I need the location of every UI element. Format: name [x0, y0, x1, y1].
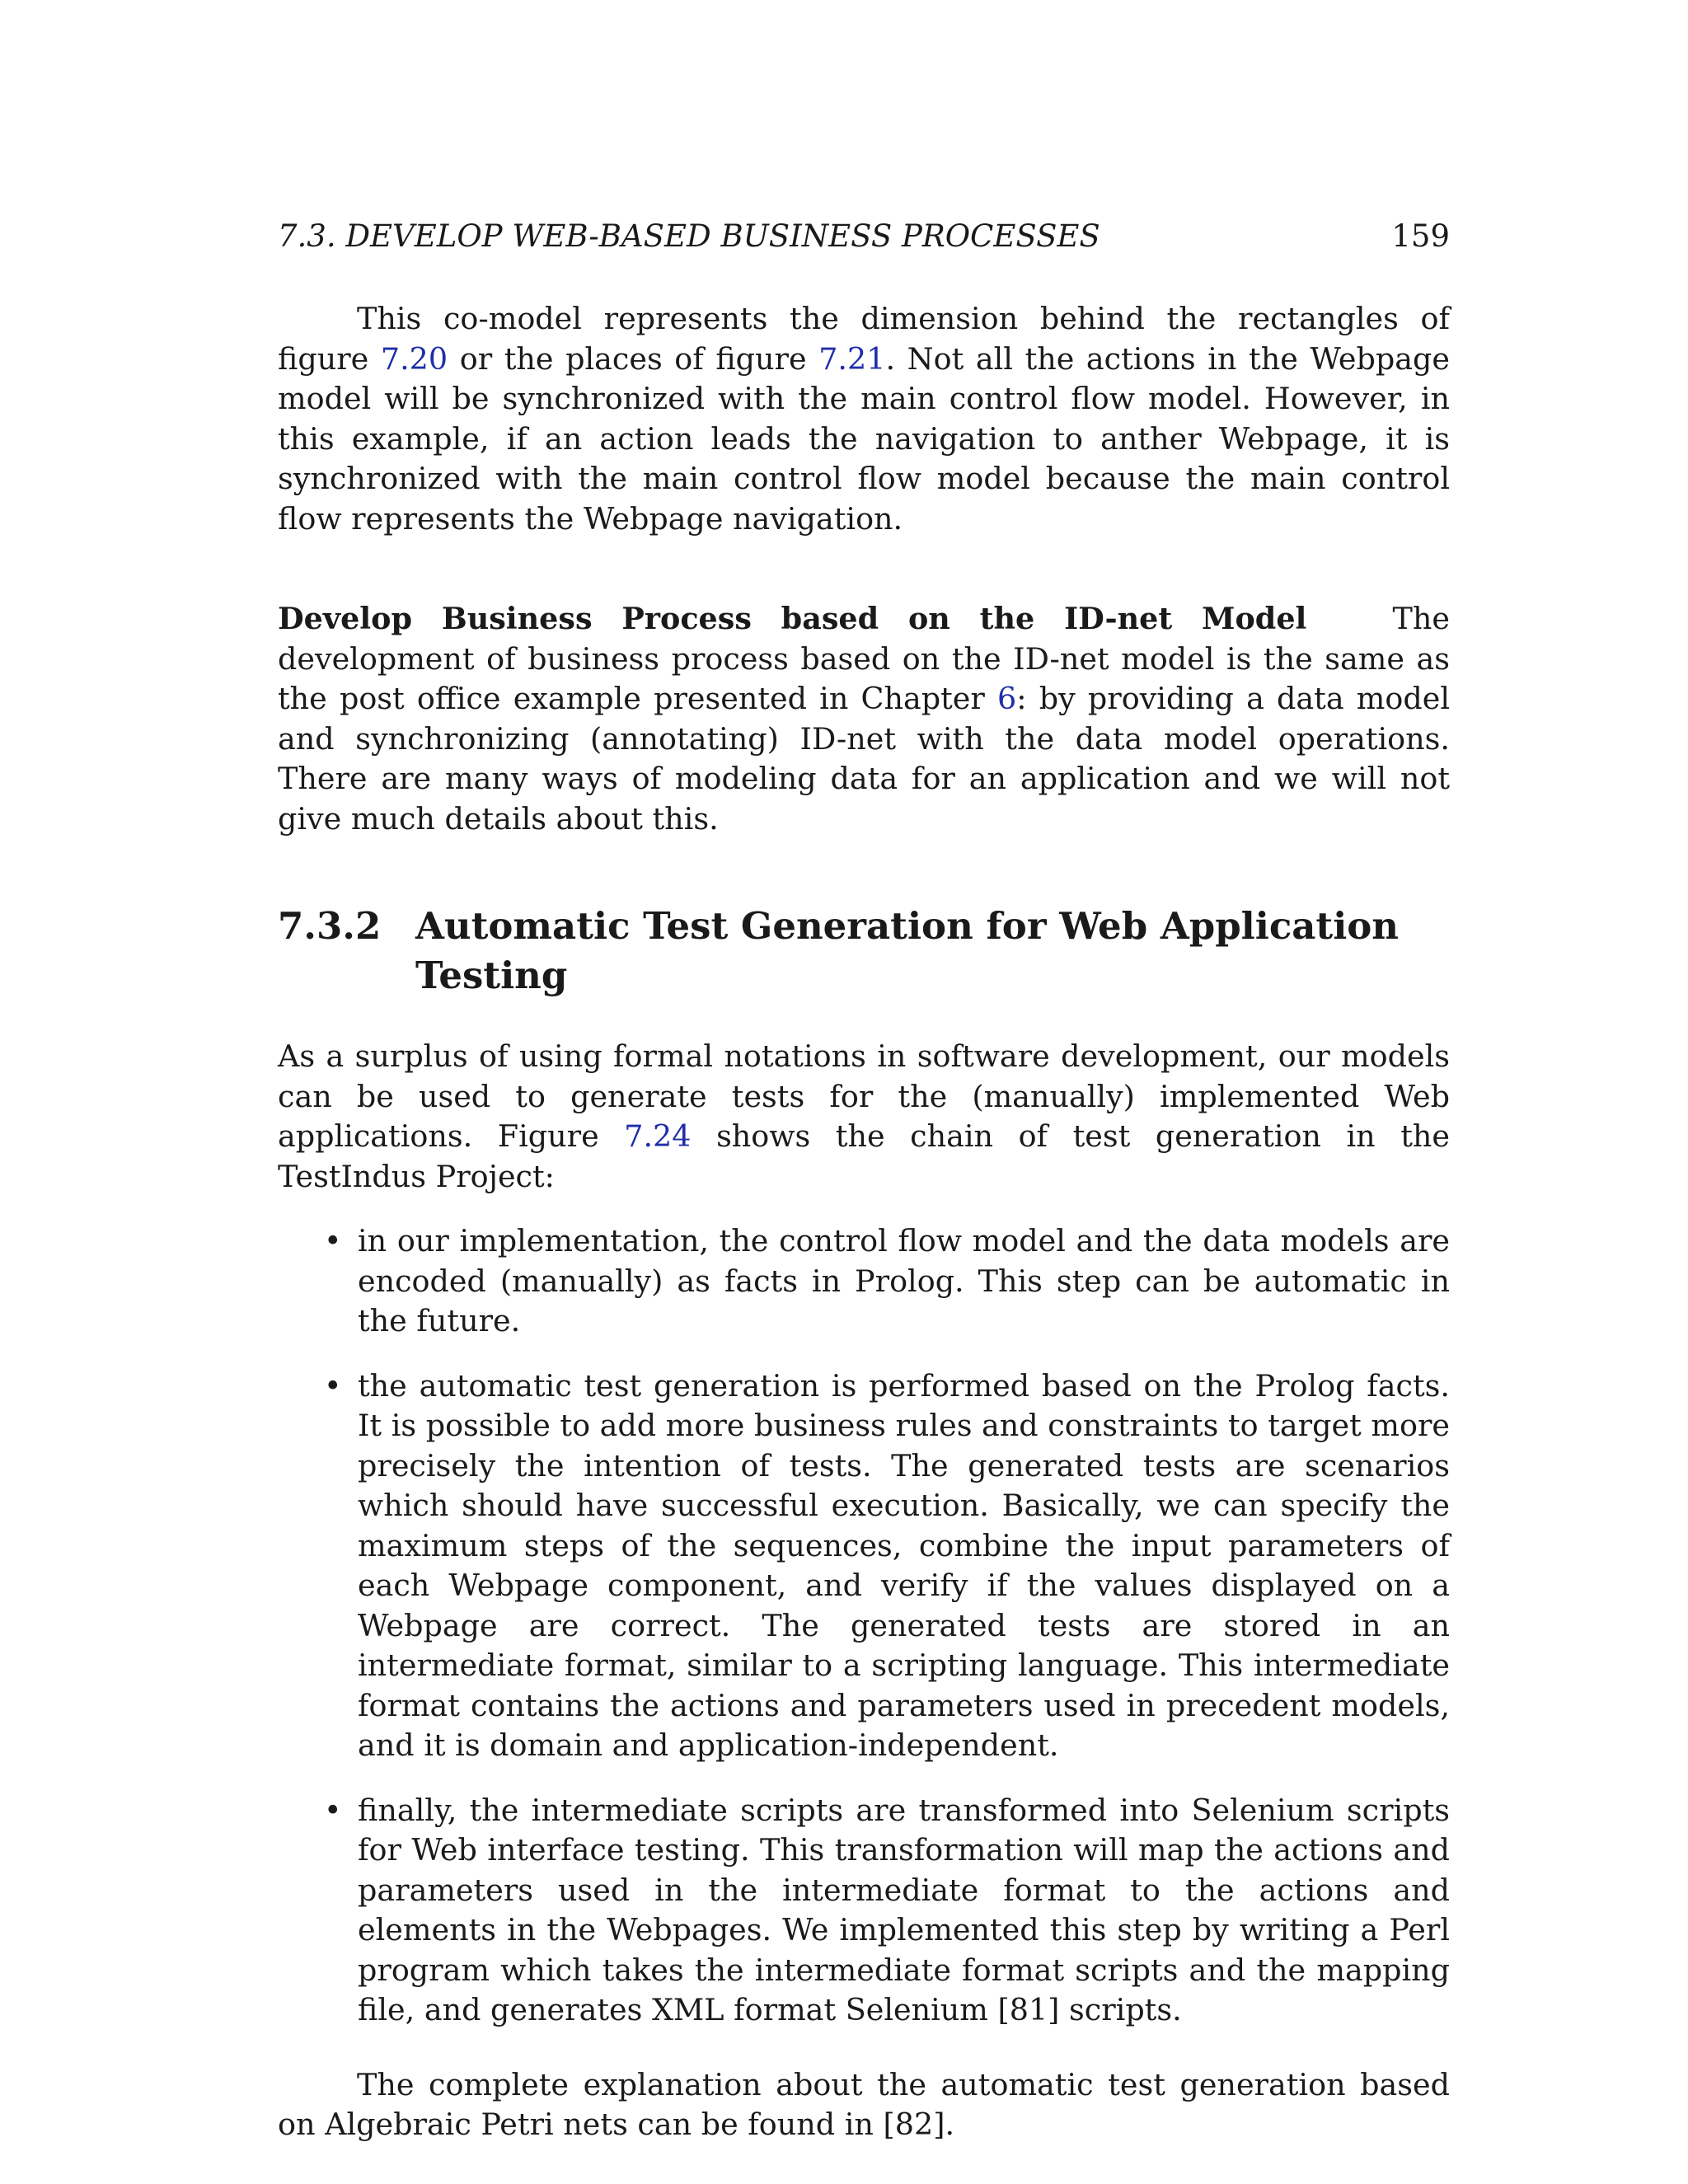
- running-header: [278, 210, 1450, 263]
- paragraph-surplus: [278, 1037, 1450, 1197]
- figure-link-7-21[interactable]: 7.21: [818, 340, 886, 377]
- paragraph-co-model: [278, 299, 1450, 539]
- page-number: 159: [1391, 218, 1450, 254]
- running-header-chapter: 7.3. DEVELOP WEB-BASED BUSINESS PROCESSES: [278, 218, 1100, 254]
- list-item-text: in our implementation, the control flow model and the data models are encoded (manually) as facts in Prolog. This step can be automatic in the future.: [358, 1223, 1450, 1338]
- paragraph-text: . Not all the actions in the Webpage model will be synchronized with the main control flow model. However, in this example, if an action leads the navigation to anther Webpage, it is synchronized with the main control flow model because the main control flow represents the Webpage navigation.: [278, 340, 1450, 537]
- paragraph-spacer: [278, 539, 1450, 599]
- paragraph-id-net: [278, 599, 1450, 839]
- bullet-list: [278, 1221, 1450, 2031]
- section-heading: [278, 902, 1450, 1001]
- chapter-link-6[interactable]: 6: [997, 681, 1017, 716]
- list-item-text: finally, the intermediate scripts are transformed into Selenium scripts for Web interface testing. This transformation will map the actions and parameters used in the intermediate format to the actions and elements in the Webpages. We implemented this step by writing a Perl program which takes the intermediate format scripts and the mapping file, and generates XML format Selenium [81] scripts.: [358, 1792, 1450, 2027]
- paragraph-text: This co-model represents the dimension behind the rectangles of figure: [278, 301, 1450, 377]
- bullet-icon: •: [324, 1367, 342, 1404]
- paragraph-text: : by providing a data model and synchronizing (annotating) ID-net with the data model operations. There are many ways of modeling data for an application and we will not give much details about this.: [278, 681, 1450, 837]
- paragraph-text: or the places of figure: [448, 340, 819, 377]
- section-title: Automatic Test Generation for Web Application Testing: [415, 904, 1400, 997]
- figure-link-7-24[interactable]: 7.24: [624, 1118, 692, 1154]
- list-item-text: the automatic test generation is performed based on the Prolog facts. It is possible to add more business rules and constraints to target more precisely the intention of tests. The generated tests are scenarios which should have successful execution. Basically, we can specify the maximum steps of the sequences, combine the input parameters of each Webpage component, and verify if the values displayed on a Webpage are correct. The generated tests are stored in an intermediate format, similar to a scripting language. This intermediate format contains the actions and parameters used in precedent models, and it is domain and application-independent.: [358, 1367, 1450, 1763]
- bullet-icon: •: [324, 1792, 342, 1828]
- paragraph-text: shows the chain of test generation in the TestIndus Project:: [278, 1118, 1451, 1194]
- list-item: [278, 1791, 1450, 2031]
- bullet-icon: •: [324, 1223, 342, 1258]
- paragraph-text: The development of business process based on the ID-net model is the same as the post office example presented in Chapter: [278, 601, 1450, 716]
- section-number: 7.3.2: [278, 904, 382, 948]
- paragraph-text: As a surplus of using formal notations in software development, our models can be used to generate tests for the (manually) implemented Web applications. Figure: [278, 1038, 1450, 1154]
- list-item: [278, 1221, 1450, 1342]
- figure-link-7-20[interactable]: 7.20: [380, 340, 448, 377]
- paragraph-heading: Develop Business Process based on the ID-net Model: [278, 601, 1307, 636]
- list-item: [278, 1366, 1450, 1766]
- page: [278, 210, 1450, 2145]
- paragraph-conclusion: The complete explanation about the automatic test generation based on Algebraic Petri nets can be found in [82].: [278, 2066, 1450, 2142]
